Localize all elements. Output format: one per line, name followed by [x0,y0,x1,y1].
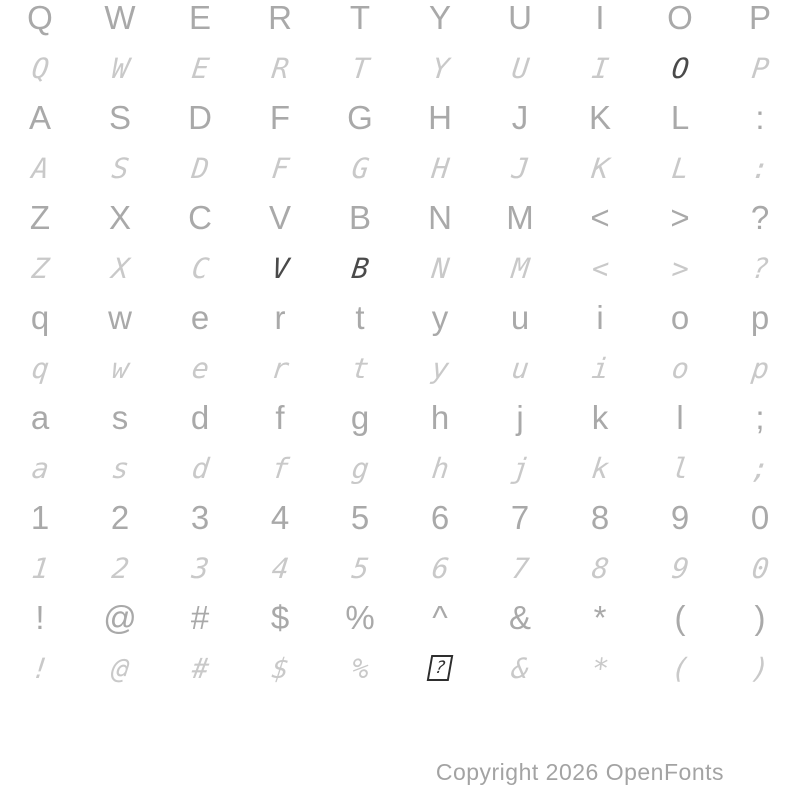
glyph-cell [400,143,480,193]
glyph-char: C [189,251,211,285]
glyph-char: ? [749,251,771,285]
glyph-char: P [749,51,771,85]
glyph-char: 6 [429,551,451,585]
glyph-char: W [104,0,136,36]
glyph-char: < [589,251,611,285]
glyph-row-reference [0,193,800,243]
glyph-cell [320,43,400,93]
glyph-char: 6 [430,499,450,536]
glyph-char: ) [754,599,766,636]
glyph-cell [720,43,800,93]
glyph-char: C [188,199,212,236]
glyph-cell [240,293,320,343]
glyph-char: Y [429,51,451,85]
glyph-char: j [516,399,524,436]
glyph-char: ( [674,599,686,636]
glyph-row-reference [0,0,800,43]
glyph-cell [640,343,720,393]
glyph-char: e [190,299,210,336]
glyph-char: d [190,399,210,436]
glyph-row-reference [0,293,800,343]
glyph-char: p [750,299,770,336]
glyph-cell [720,293,800,343]
glyph-cell [160,443,240,493]
glyph-char: & [509,651,531,685]
glyph-cell [480,543,560,593]
glyph-char: 2 [109,551,131,585]
glyph-cell [160,493,240,543]
glyph-char: ! [35,599,45,636]
glyph-cell [640,493,720,543]
glyph-char: X [109,251,131,285]
glyph-char: ; [749,451,771,485]
glyph-cell [80,43,160,93]
glyph-char: 1 [29,551,51,585]
glyph-char: r [269,351,291,385]
glyph-row-specimen [0,543,800,593]
glyph-cell [720,443,800,493]
glyph-char: ) [749,651,771,685]
glyph-cell [480,43,560,93]
glyph-char: T [349,0,371,36]
glyph-char: p [749,351,771,385]
glyph-cell [720,343,800,393]
glyph-cell [80,143,160,193]
glyph-cell [720,393,800,443]
glyph-row-reference [0,493,800,543]
glyph-cell [720,143,800,193]
glyph-row-specimen [0,643,800,693]
glyph-char: M [509,251,531,285]
glyph-cell [160,393,240,443]
glyph-char: > [670,199,690,236]
glyph-cell [640,0,720,43]
glyph-char: R [268,0,292,36]
notdef-glyph: ? [427,655,454,681]
glyph-cell [0,643,80,693]
glyph-cell [640,43,720,93]
glyph-char: y [431,299,449,336]
glyph-cell [240,393,320,443]
glyph-cell [560,643,640,693]
glyph-cell [480,643,560,693]
glyph-cell [480,243,560,293]
glyph-char: q [30,299,50,336]
glyph-cell [320,543,400,593]
glyph-char: * [593,599,607,636]
glyph-cell [720,543,800,593]
glyph-char: U [508,0,532,36]
glyph-char: l [676,399,684,436]
glyph-cell [160,593,240,643]
glyph-cell [640,93,720,143]
glyph-cell [640,543,720,593]
glyph-cell [320,193,400,243]
glyph-cell [560,43,640,93]
glyph-cell [320,643,400,693]
glyph-cell [720,93,800,143]
glyph-cell [400,643,480,693]
glyph-cell [720,193,800,243]
glyph-char: 7 [509,551,531,585]
glyph-cell [400,593,480,643]
glyph-char: 8 [589,551,611,585]
glyph-cell [560,0,640,43]
glyph-cell [0,193,80,243]
glyph-char: ; [755,399,765,436]
glyph-cell [560,193,640,243]
glyph-cell [400,193,480,243]
glyph-cell [320,293,400,343]
glyph-row-specimen [0,443,800,493]
glyph-cell [480,343,560,393]
glyph-cell [640,393,720,443]
glyph-char: Y [428,0,451,36]
glyph-row-specimen [0,343,800,393]
glyph-char: W [109,51,131,85]
glyph-cell [640,293,720,343]
glyph-char: 3 [189,551,211,585]
glyph-cell [80,443,160,493]
glyph-cell [720,0,800,43]
glyph-cell [320,443,400,493]
glyph-cell [640,193,720,243]
glyph-char: d [189,451,211,485]
glyph-cell [80,193,160,243]
glyph-cell [560,243,640,293]
glyph-cell [80,243,160,293]
glyph-char: w [108,299,132,336]
glyph-cell [320,493,400,543]
glyph-char: $ [270,599,290,636]
glyph-char: q [29,351,51,385]
glyph-char: o [670,299,690,336]
glyph-cell [80,343,160,393]
glyph-cell [560,543,640,593]
glyph-char: J [511,99,529,136]
glyph-cell [640,243,720,293]
glyph-char: k [589,451,611,485]
glyph-char: # [190,599,210,636]
glyph-char: : [749,151,771,185]
glyph-cell [0,543,80,593]
glyph-char: 0 [749,551,771,585]
glyph-cell [240,243,320,293]
glyph-char: > [669,251,691,285]
glyph-char: Z [29,251,51,285]
glyph-cell [160,293,240,343]
glyph-char: s [109,451,131,485]
glyph-cell [320,0,400,43]
glyph-row-specimen [0,43,800,93]
glyph-cell [640,643,720,693]
glyph-cell [240,143,320,193]
glyph-char: & [508,599,531,636]
glyph-cell [0,493,80,543]
glyph-cell [480,193,560,243]
glyph-char: y [429,351,451,385]
glyph-cell [0,343,80,393]
glyph-cell [0,443,80,493]
glyph-char: f [269,451,291,485]
glyph-cell [80,0,160,43]
glyph-cell [80,543,160,593]
glyph-char: g [349,451,371,485]
glyph-char: j [509,451,531,485]
glyph-char: e [189,351,211,385]
glyph-char: ( [669,651,691,685]
glyph-char: ! [29,651,51,685]
glyph-char: L [669,151,691,185]
glyph-char: D [188,99,212,136]
glyph-cell [160,243,240,293]
glyph-char: A [28,99,51,136]
glyph-char: S [109,151,131,185]
glyph-cell [160,543,240,593]
glyph-char: Q [27,0,53,36]
glyph-cell [480,93,560,143]
glyph-cell [160,343,240,393]
glyph-cell [80,393,160,443]
glyph-char: 1 [30,499,50,536]
glyph-char: 9 [670,499,690,536]
glyph-cell [160,643,240,693]
glyph-cell [0,393,80,443]
glyph-char: h [430,399,450,436]
glyph-cell [720,243,800,293]
glyph-cell [400,43,480,93]
glyph-cell [560,343,640,393]
glyph-cell [400,443,480,493]
glyph-char: t [349,351,371,385]
glyph-cell [160,43,240,93]
glyph-cell [0,0,80,43]
glyph-char: 5 [350,499,370,536]
glyph-cell [480,443,560,493]
glyph-char: u [509,351,531,385]
glyph-char: I [589,51,611,85]
glyph-cell [400,293,480,343]
glyph-char: u [510,299,530,336]
glyph-cell [640,593,720,643]
glyph-char: a [29,451,51,485]
glyph-cell [240,443,320,493]
glyph-cell [400,93,480,143]
glyph-char: 2 [110,499,130,536]
glyph-char: a [30,399,50,436]
glyph-char: ? [750,199,770,236]
glyph-char: % [345,599,375,636]
glyph-row-reference [0,93,800,143]
glyph-char: ^ [432,599,448,636]
glyph-cell [160,193,240,243]
glyph-cell [240,593,320,643]
glyph-cell [320,343,400,393]
glyph-cell [560,593,640,643]
glyph-cell [480,293,560,343]
glyph-char: T [349,51,371,85]
glyph-char: A [29,151,51,185]
glyph-cell [240,493,320,543]
glyph-cell [320,93,400,143]
glyph-char: f [275,399,285,436]
glyph-char: D [189,151,211,185]
glyph-char: o [669,351,691,385]
glyph-cell [240,193,320,243]
glyph-cell [0,143,80,193]
glyph-row-specimen [0,143,800,193]
glyph-cell [560,93,640,143]
glyph-char: Z [29,199,51,236]
glyph-cell [720,643,800,693]
glyph-cell [0,93,80,143]
glyph-cell [640,143,720,193]
glyph-char: V [268,199,291,236]
glyph-cell [320,143,400,193]
glyph-cell [160,93,240,143]
glyph-char: 0 [750,499,770,536]
glyph-cell [240,93,320,143]
glyph-char: N [429,251,451,285]
glyph-char: H [429,151,451,185]
glyph-char: $ [269,651,291,685]
glyph-cell [400,0,480,43]
glyph-char: F [269,99,291,136]
glyph-cell [400,493,480,543]
glyph-cell [480,143,560,193]
glyph-char: S [108,99,131,136]
glyph-char: X [108,199,131,236]
glyph-char: r [274,299,286,336]
glyph-row-reference [0,393,800,443]
glyph-cell [240,643,320,693]
glyph-cell [240,43,320,93]
glyph-cell [560,293,640,343]
glyph-cell [480,0,560,43]
glyph-char: O [667,0,693,36]
glyph-char: % [349,651,371,685]
glyph-cell [80,293,160,343]
glyph-char: J [509,151,531,185]
glyph-char: F [269,151,291,185]
glyph-cell [400,343,480,393]
glyph-cell [80,93,160,143]
glyph-cell [400,543,480,593]
glyph-cell [80,593,160,643]
glyph-char: i [596,299,604,336]
glyph-cell [560,393,640,443]
glyph-char: 4 [269,551,291,585]
glyph-cell [0,243,80,293]
glyph-cell [480,493,560,543]
glyph-char: 4 [270,499,290,536]
glyph-cell [160,0,240,43]
glyph-char: w [109,351,131,385]
glyph-char: E [189,51,211,85]
glyph-char: G [349,151,371,185]
glyph-char: B [348,199,371,236]
glyph-cell [720,493,800,543]
glyph-char: # [189,651,211,685]
glyph-char: E [188,0,211,36]
glyph-cell [640,443,720,493]
glyph-cell [560,493,640,543]
glyph-cell [400,393,480,443]
glyph-cell [320,243,400,293]
glyph-cell [560,443,640,493]
glyph-char: 8 [590,499,610,536]
glyph-cell [320,593,400,643]
glyph-cell [240,543,320,593]
glyph-char: U [509,51,531,85]
glyph-cell [480,593,560,643]
glyph-char: B [349,251,371,285]
glyph-char: I [595,0,605,36]
glyph-row-reference [0,593,800,643]
glyph-char: l [669,451,691,485]
glyph-char: K [588,99,611,136]
glyph-char: 9 [669,551,691,585]
glyph-cell [560,143,640,193]
glyph-char: * [589,651,611,685]
glyph-char: k [591,399,609,436]
glyph-cell [80,643,160,693]
glyph-char: P [748,0,771,36]
glyph-char: < [590,199,610,236]
glyph-cell [80,493,160,543]
glyph-char: i [589,351,611,385]
glyph-char: K [589,151,611,185]
glyph-char: N [428,199,452,236]
glyph-cell [0,43,80,93]
glyph-row-specimen [0,243,800,293]
glyph-cell [720,593,800,643]
glyph-char: Q [29,51,51,85]
glyph-char: H [428,99,452,136]
glyph-char: t [355,299,365,336]
glyph-cell [0,293,80,343]
glyph-cell [240,343,320,393]
glyph-char: @ [109,651,131,685]
glyph-cell [400,243,480,293]
glyph-cell [240,0,320,43]
glyph-char: s [111,399,129,436]
glyph-char: R [269,51,291,85]
glyph-char: O [669,51,691,85]
glyph-char: G [347,99,373,136]
copyright-text: Copyright 2026 OpenFonts [435,759,724,785]
glyph-cell [160,143,240,193]
glyph-char: g [350,399,370,436]
glyph-char: 3 [190,499,210,536]
glyph-char: 5 [349,551,371,585]
glyph-char: V [269,251,291,285]
glyph-char: : [755,99,765,136]
glyph-char: @ [103,599,137,636]
glyph-char: M [506,199,534,236]
glyph-cell [480,393,560,443]
glyph-cell [320,393,400,443]
glyph-char: h [429,451,451,485]
glyph-cell [0,593,80,643]
glyph-char: L [670,99,690,136]
glyph-char: 7 [510,499,530,536]
